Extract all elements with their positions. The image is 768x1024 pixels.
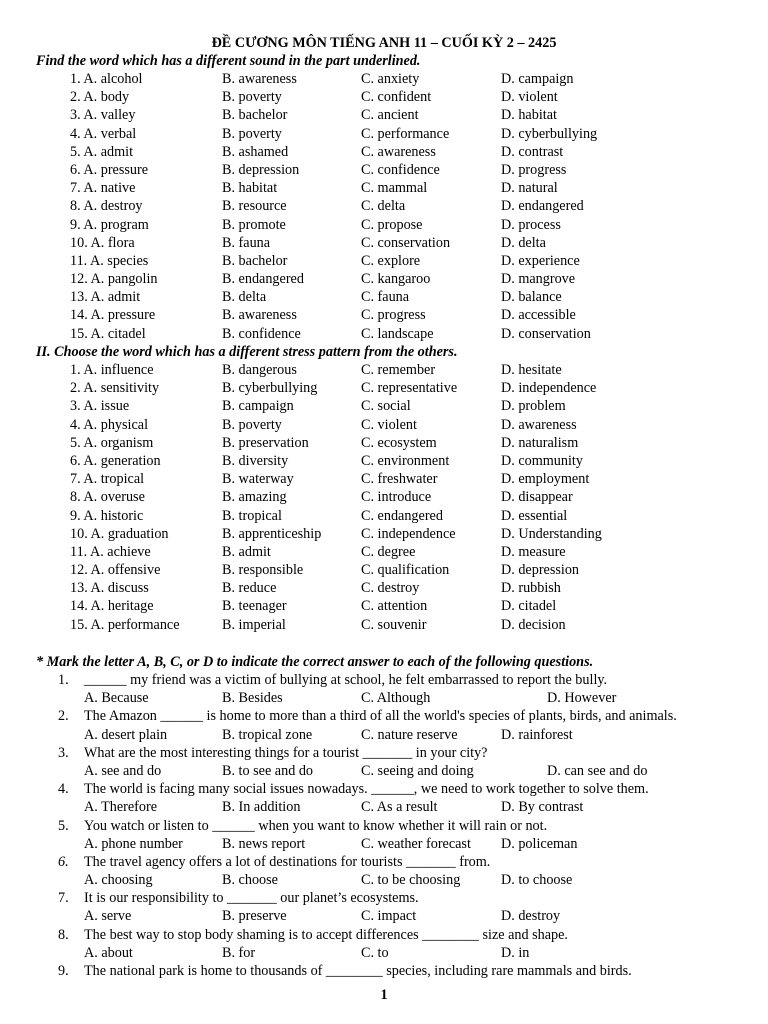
sound-question-row <box>0 288 768 306</box>
answer-option: D. in <box>501 944 530 961</box>
sound-question-option: C. performance <box>361 125 450 142</box>
sound-question-option: C. landscape <box>361 325 434 342</box>
stress-question-option: B. teenager <box>222 598 287 615</box>
sound-question-option: D. contrast <box>501 143 564 160</box>
stress-question-option: C. environment <box>361 452 450 469</box>
stress-question-option: D. independence <box>501 380 597 397</box>
answer-option: A. desert plain <box>84 726 168 743</box>
sound-question-row <box>0 161 768 179</box>
stress-question-row <box>0 452 768 470</box>
sound-question-option: B. depression <box>222 161 300 178</box>
stress-question-option: D. disappear <box>501 489 573 506</box>
section1-heading: Find the word which has a different sound in the part underlined. <box>36 53 421 69</box>
stress-question-option: 11. A. achieve <box>70 543 151 560</box>
sound-question-row <box>0 306 768 324</box>
answer-option: B. preserve <box>222 908 287 925</box>
sound-question-option: C. awareness <box>361 143 436 160</box>
stress-question-row <box>0 361 768 379</box>
stress-question-row <box>0 525 768 543</box>
question-number: 1. <box>58 672 69 688</box>
answer-option: A. about <box>84 944 133 961</box>
sound-question-option: D. progress <box>501 161 567 178</box>
stress-question-option: C. souvenir <box>361 616 427 633</box>
sound-question-option: D. delta <box>501 234 546 251</box>
question-text: The world is facing many social issues nowadays. ______, we need to work together to solve them. <box>84 781 649 798</box>
sound-question-option: B. awareness <box>222 307 297 324</box>
page-number: 1 <box>380 987 388 1003</box>
sound-question-option: D. balance <box>501 289 562 306</box>
question-text: The national park is home to thousands of ________ species, including rare mammals and birds. <box>84 963 632 979</box>
answer-option: C. seeing and doing <box>361 762 474 779</box>
sound-question-option: D. conservation <box>501 325 591 342</box>
sound-question-row <box>0 234 768 252</box>
sound-question-option: D. campaign <box>501 71 574 87</box>
sound-question-row <box>0 143 768 161</box>
answer-options <box>0 689 768 707</box>
question-number: 9. <box>58 963 69 979</box>
answer-option: D. can see and do <box>547 762 648 779</box>
sound-question-row <box>0 252 768 270</box>
stress-question-option: D. employment <box>501 471 590 488</box>
sound-question-row <box>0 197 768 215</box>
stress-question-option: D. measure <box>501 543 566 560</box>
section2-heading: II. Choose the word which has a different stress pattern from the others. <box>36 344 458 360</box>
section1-list <box>0 70 768 343</box>
stress-question-option: 5. A. organism <box>70 434 154 451</box>
stress-question-option: 4. A. physical <box>70 416 149 433</box>
stress-question-row <box>0 507 768 525</box>
stress-question-option: C. degree <box>361 543 416 560</box>
stress-question-option: B. apprenticeship <box>222 525 322 542</box>
stress-question-row <box>0 579 768 597</box>
stress-question-row <box>0 416 768 434</box>
sound-question-option: 8. A. destroy <box>70 198 143 215</box>
question-text: What are the most interesting things for a tourist _______ in your city? <box>84 744 488 761</box>
answer-option: A. serve <box>84 908 132 925</box>
stress-question-option: C. remember <box>361 362 436 378</box>
sound-question-option: D. process <box>501 216 561 233</box>
sound-question-option: 2. A. body <box>70 89 130 106</box>
sound-question-option: B. ashamed <box>222 143 289 160</box>
sound-question-option: B. bachelor <box>222 107 288 124</box>
question-number: 8. <box>58 926 69 943</box>
stress-question-option: C. introduce <box>361 489 432 506</box>
sound-question-option: D. endangered <box>501 198 584 215</box>
sound-question-option: C. mammal <box>361 180 428 197</box>
stress-question-option: B. tropical <box>222 507 282 524</box>
question-stem <box>0 780 768 798</box>
answer-options <box>0 944 768 962</box>
stress-question-row <box>0 397 768 415</box>
sound-question-option: 15. A. citadel <box>70 325 146 342</box>
sound-question-option: C. progress <box>361 307 426 324</box>
stress-question-row <box>0 470 768 488</box>
stress-question-option: D. depression <box>501 562 580 579</box>
sound-question-option: B. poverty <box>222 125 282 142</box>
sound-question-option: D. violent <box>501 89 558 106</box>
stress-question-option: C. freshwater <box>361 471 438 488</box>
stress-question-option: B. imperial <box>222 616 286 633</box>
stress-question-row <box>0 597 768 615</box>
stress-question-option: C. social <box>361 398 411 415</box>
question-number: 2. <box>58 708 69 725</box>
answer-option: D. By contrast <box>501 799 584 816</box>
stress-question-option: D. Understanding <box>501 525 602 542</box>
answer-options <box>0 762 768 780</box>
stress-question-option: 15. A. performance <box>70 616 180 633</box>
answer-option: B. choose <box>222 872 278 889</box>
stress-question-row <box>0 543 768 561</box>
sound-question-row <box>0 106 768 124</box>
stress-question-option: 8. A. overuse <box>70 489 145 506</box>
sound-question-option: 5. A. admit <box>70 143 134 160</box>
answer-option: B. Besides <box>222 690 283 707</box>
sound-question-option: 12. A. pangolin <box>70 271 158 288</box>
sound-question-row <box>0 125 768 143</box>
sound-question-option: C. ancient <box>361 107 419 124</box>
sound-question-option: C. kangaroo <box>361 271 431 288</box>
stress-question-row <box>0 434 768 452</box>
answer-option: B. news report <box>222 835 306 852</box>
stress-question-option: 9. A. historic <box>70 507 144 524</box>
stress-question-option: 3. A. issue <box>70 398 130 415</box>
sound-question-option: 9. A. program <box>70 216 149 233</box>
stress-question-option: B. amazing <box>222 489 287 506</box>
answer-options <box>0 798 768 816</box>
sound-question-option: 3. A. valley <box>70 107 136 124</box>
sound-question-option: 4. A. verbal <box>70 125 137 142</box>
section2-list <box>0 361 768 634</box>
stress-question-option: B. campaign <box>222 398 294 415</box>
answer-options <box>0 871 768 889</box>
stress-question-option: 14. A. heritage <box>70 598 154 615</box>
question-text: ______ my friend was a victim of bullying at school, he felt embarrassed to report the bully. <box>84 672 608 688</box>
question-stem <box>0 853 768 871</box>
answer-option: C. As a result <box>361 799 438 816</box>
sound-question-option: C. fauna <box>361 289 410 306</box>
stress-question-row <box>0 616 768 634</box>
sound-question-row <box>0 216 768 234</box>
page-title: ĐỀ CƯƠNG MÔN TIẾNG ANH 11 – CUỐI KỲ 2 – 2425 <box>211 35 557 51</box>
sound-question-option: B. awareness <box>222 71 297 87</box>
sound-question-option: B. promote <box>222 216 286 233</box>
sound-question-option: D. experience <box>501 252 580 269</box>
question-text: It is our responsibility to _______ our planet’s ecosystems. <box>84 890 419 907</box>
sound-question-option: 1. A. alcohol <box>70 71 143 87</box>
stress-question-option: 10. A. graduation <box>70 525 169 542</box>
sound-question-option: D. cyberbullying <box>501 125 598 142</box>
answer-option: C. impact <box>361 908 417 925</box>
sound-question-option: C. confident <box>361 89 432 106</box>
sound-question-option: B. fauna <box>222 234 271 251</box>
stress-question-option: B. cyberbullying <box>222 380 318 397</box>
sound-question-option: C. conservation <box>361 234 451 251</box>
answer-option: D. policeman <box>501 835 578 852</box>
sound-question-option: C. propose <box>361 216 423 233</box>
sound-question-row <box>0 325 768 343</box>
answer-option: C. weather forecast <box>361 835 471 852</box>
sound-question-option: D. mangrove <box>501 271 576 288</box>
answer-option: B. to see and do <box>222 762 314 779</box>
answer-option: D. destroy <box>501 908 561 925</box>
question-number: 5. <box>58 817 69 834</box>
question-text: The Amazon ______ is home to more than a third of all the world's species of plants, birds, and animals. <box>84 708 677 725</box>
answer-options <box>0 907 768 925</box>
answer-option: A. Therefore <box>84 799 158 816</box>
stress-question-option: 2. A. sensitivity <box>70 380 160 397</box>
sound-question-row <box>0 179 768 197</box>
answer-option: A. choosing <box>84 872 153 889</box>
answer-options <box>0 726 768 744</box>
stress-question-option: C. representative <box>361 380 458 397</box>
answer-option: A. see and do <box>84 762 162 779</box>
sound-question-option: D. accessible <box>501 307 576 324</box>
stress-question-option: D. problem <box>501 398 566 415</box>
sound-question-option: 10. A. flora <box>70 234 135 251</box>
sound-question-option: B. endangered <box>222 271 304 288</box>
question-stem <box>0 707 768 725</box>
stress-question-option: D. naturalism <box>501 434 579 451</box>
stress-question-option: C. attention <box>361 598 428 615</box>
answer-option: C. Although <box>361 690 431 707</box>
answer-option: C. to be choosing <box>361 872 461 889</box>
sound-question-option: C. confidence <box>361 161 440 178</box>
answer-option: C. to <box>361 944 389 961</box>
sound-question-option: C. anxiety <box>361 71 420 87</box>
sound-question-row <box>0 270 768 288</box>
sound-question-option: B. poverty <box>222 89 282 106</box>
sound-question-option: D. natural <box>501 180 558 197</box>
stress-question-option: B. dangerous <box>222 362 297 378</box>
stress-question-option: D. hesitate <box>501 362 562 378</box>
answer-option: A. phone number <box>84 835 183 852</box>
sound-question-option: B. resource <box>222 198 287 215</box>
stress-question-option: B. admit <box>222 543 271 560</box>
answer-option: B. tropical zone <box>222 726 313 743</box>
question-stem <box>0 926 768 944</box>
sound-question-row <box>0 88 768 106</box>
sound-question-option: B. habitat <box>222 180 278 197</box>
answer-option: B. for <box>222 944 256 961</box>
question-text: You watch or listen to ______ when you want to know whether it will rain or not. <box>84 817 548 834</box>
question-number: 3. <box>58 744 69 761</box>
sound-question-row <box>0 70 768 88</box>
answer-option: D. to choose <box>501 872 573 889</box>
question-number: 6. <box>58 853 69 870</box>
question-list <box>0 671 768 980</box>
sound-question-option: C. delta <box>361 198 406 215</box>
sound-question-option: 6. A. pressure <box>70 161 149 178</box>
question-text: The best way to stop body shaming is to accept differences ________ size and shape. <box>84 926 568 943</box>
stress-question-option: 1. A. influence <box>70 362 154 378</box>
answer-option: C. nature reserve <box>361 726 458 743</box>
stress-question-option: C. ecosystem <box>361 434 437 451</box>
stress-question-option: B. reduce <box>222 580 277 597</box>
stress-question-option: 13. A. discuss <box>70 580 149 597</box>
question-stem <box>0 817 768 835</box>
sound-question-option: 14. A. pressure <box>70 307 156 324</box>
answer-option: A. Because <box>84 690 149 707</box>
stress-question-option: B. preservation <box>222 434 309 451</box>
sound-question-option: 11. A. species <box>70 252 149 269</box>
answer-option: B. In addition <box>222 799 301 816</box>
stress-question-option: B. diversity <box>222 452 289 469</box>
stress-question-option: 6. A. generation <box>70 452 161 469</box>
stress-question-option: 12. A. offensive <box>70 562 161 579</box>
sound-question-option: 13. A. admit <box>70 289 141 306</box>
stress-question-option: D. citadel <box>501 598 557 615</box>
sound-question-option: B. delta <box>222 289 267 306</box>
stress-question-row <box>0 488 768 506</box>
question-number: 4. <box>58 781 69 798</box>
stress-question-row <box>0 379 768 397</box>
stress-question-option: D. decision <box>501 616 566 633</box>
stress-question-option: C. endangered <box>361 507 443 524</box>
sound-question-option: C. explore <box>361 252 421 269</box>
stress-question-option: D. essential <box>501 507 568 524</box>
sound-question-option: 7. A. native <box>70 180 136 197</box>
section3-heading: * Mark the letter A, B, C, or D to indicate the correct answer to each of the following questions. <box>36 654 594 670</box>
stress-question-option: B. poverty <box>222 416 282 433</box>
answer-options <box>0 835 768 853</box>
stress-question-option: C. destroy <box>361 580 420 597</box>
stress-question-option: D. rubbish <box>501 580 561 597</box>
question-stem <box>0 962 768 980</box>
question-stem <box>0 744 768 762</box>
answer-option: D. rainforest <box>501 726 573 743</box>
sound-question-option: B. confidence <box>222 325 301 342</box>
stress-question-option: C. violent <box>361 416 417 433</box>
stress-question-option: C. qualification <box>361 562 450 579</box>
question-stem <box>0 671 768 689</box>
answer-option: D. However <box>547 690 617 707</box>
question-text: The travel agency offers a lot of destinations for tourists _______ from. <box>84 853 491 870</box>
sound-question-option: B. bachelor <box>222 252 288 269</box>
stress-question-option: D. community <box>501 452 583 469</box>
question-stem <box>0 889 768 907</box>
stress-question-option: B. waterway <box>222 471 294 488</box>
stress-question-option: 7. A. tropical <box>70 471 145 488</box>
stress-question-option: D. awareness <box>501 416 577 433</box>
stress-question-option: C. independence <box>361 525 456 542</box>
sound-question-option: D. habitat <box>501 107 557 124</box>
stress-question-row <box>0 561 768 579</box>
question-number: 7. <box>58 890 69 907</box>
stress-question-option: B. responsible <box>222 562 304 579</box>
